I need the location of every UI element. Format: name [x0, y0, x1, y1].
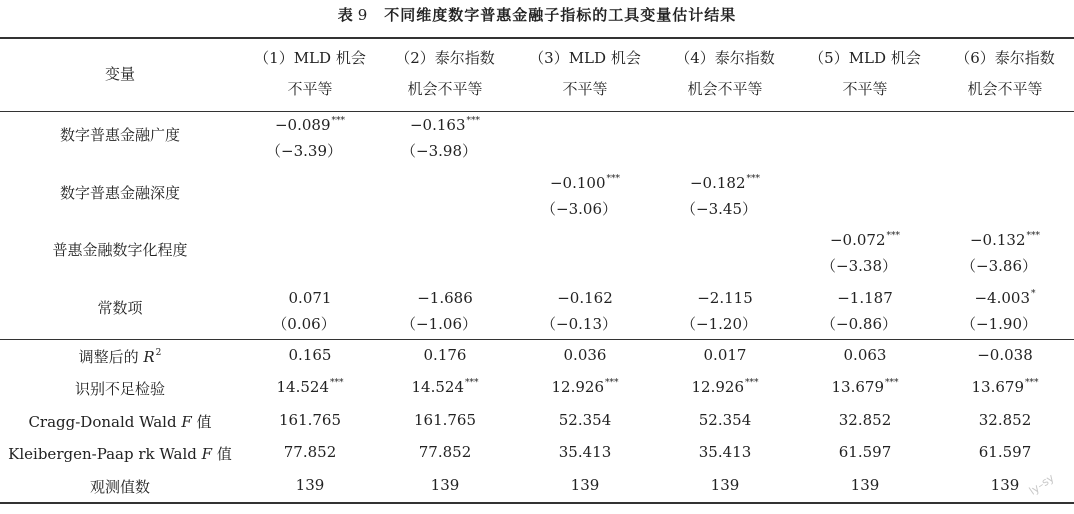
bottom-rule — [0, 502, 1074, 504]
stat-label-suffix: 值 — [191, 413, 212, 431]
stat-cell — [375, 346, 515, 364]
stat-cell — [655, 443, 795, 461]
watermark: ly–sy — [1026, 471, 1057, 498]
stat-value: 13.679 — [971, 378, 1024, 396]
t-stat-cell: （−3.45） — [681, 200, 757, 218]
stat-value: 161.765 — [413, 411, 477, 429]
stat-cell — [655, 411, 795, 429]
stat-label-suffix: 值 — [212, 445, 232, 463]
stat-cell — [240, 378, 380, 396]
header-col-line1: （3）MLD 机会 — [529, 49, 641, 67]
stat-value: 35.413 — [558, 443, 612, 461]
top-rule — [0, 37, 1074, 39]
stat-value: 52.354 — [698, 411, 752, 429]
significance-stars: *** — [465, 378, 479, 388]
stat-cell — [240, 346, 380, 364]
header-col-line2: 机会不平等 — [687, 80, 763, 98]
stat-value: 13.679 — [831, 378, 884, 396]
stat-value: 139 — [990, 476, 1020, 494]
stat-value: 77.852 — [283, 443, 337, 461]
stat-value: 0.176 — [423, 346, 467, 364]
t-stat-cell: （−0.13） — [541, 315, 617, 333]
coef-cell — [375, 289, 515, 307]
stat-cell — [240, 476, 380, 494]
significance-stars: *** — [466, 116, 480, 126]
coef-cell — [240, 116, 380, 134]
coef-value: −1.187 — [837, 289, 893, 307]
stat-value: 12.926 — [691, 378, 744, 396]
stat-value: 0.036 — [563, 346, 607, 364]
stat-cell — [375, 411, 515, 429]
coef-value: −0.182 — [689, 174, 746, 192]
header-col-line1: （5）MLD 机会 — [809, 49, 921, 67]
significance-stars: *** — [605, 378, 619, 388]
table-title-text: 不同维度数字普惠金融子指标的工具变量估计结果 — [384, 6, 737, 24]
stat-value: 77.852 — [418, 443, 472, 461]
coef-cell — [515, 289, 655, 307]
t-stat-cell: （−3.98） — [401, 142, 477, 160]
stat-value: 139 — [295, 476, 325, 494]
header-col-line1: （1）MLD 机会 — [254, 49, 366, 67]
stat-value: 0.017 — [703, 346, 747, 364]
stat-cell — [240, 411, 380, 429]
stat-row-label — [0, 443, 240, 464]
row-label: 数字普惠金融广度 — [59, 126, 180, 144]
stat-value: 139 — [570, 476, 600, 494]
stat-value: 32.852 — [978, 411, 1032, 429]
significance-stars: *** — [1025, 378, 1039, 388]
stat-cell — [795, 476, 935, 494]
stat-value: −0.038 — [977, 346, 1033, 364]
row-label: 常数项 — [97, 299, 143, 317]
t-stat-cell: （−1.90） — [961, 315, 1037, 333]
coef-value: −2.115 — [697, 289, 753, 307]
stat-label-symbol: F — [181, 413, 192, 431]
coef-value: −0.072 — [829, 231, 886, 249]
t-stat-cell: （−3.38） — [821, 257, 897, 275]
t-stat-cell: （0.06） — [272, 315, 336, 333]
stat-cell — [655, 476, 795, 494]
row-label: 普惠金融数字化程度 — [52, 241, 188, 259]
stat-value: 139 — [430, 476, 460, 494]
coef-cell — [935, 289, 1074, 307]
stat-cell — [795, 443, 935, 461]
stat-value: 161.765 — [278, 411, 342, 429]
stat-value: 35.413 — [698, 443, 752, 461]
significance-stars: *** — [330, 378, 344, 388]
coef-cell — [655, 174, 795, 192]
stat-cell — [240, 443, 380, 461]
stat-value: 12.926 — [551, 378, 604, 396]
stat-cell — [375, 443, 515, 461]
significance-stars: *** — [885, 378, 899, 388]
stat-label-symbol: R — [143, 348, 155, 366]
coef-cell — [375, 116, 515, 134]
table-title-prefix: 表 — [337, 6, 354, 24]
t-stat-cell: （−3.39） — [266, 142, 342, 160]
stat-label-superscript: 2 — [155, 348, 162, 358]
stat-cell — [375, 476, 515, 494]
coef-value: −0.100 — [549, 174, 606, 192]
t-stat-cell: （−3.06） — [541, 200, 617, 218]
stat-cell — [795, 378, 935, 396]
stat-cell — [515, 378, 655, 396]
stat-cell — [655, 346, 795, 364]
stat-cell — [935, 378, 1074, 396]
header-col-line2: 机会不平等 — [407, 80, 483, 98]
stat-row-label — [0, 346, 240, 367]
stat-cell — [375, 378, 515, 396]
stat-label-text: 调整后的 — [78, 348, 144, 366]
stat-cell — [515, 443, 655, 461]
significance-stars: *** — [886, 231, 900, 241]
stat-row-label — [0, 411, 240, 432]
coef-cell — [515, 174, 655, 192]
table-number: 9 — [357, 6, 369, 24]
stat-cell — [935, 346, 1074, 364]
significance-stars: *** — [746, 174, 760, 184]
t-stat-cell: （−1.20） — [681, 315, 757, 333]
stat-row-label — [0, 378, 240, 399]
stat-row-label — [0, 476, 240, 497]
header-rule — [0, 111, 1074, 112]
stat-value: 61.597 — [838, 443, 892, 461]
stat-cell — [935, 411, 1074, 429]
stat-label-text: 观测值数 — [89, 478, 150, 496]
t-stat-cell: （−1.06） — [401, 315, 477, 333]
significance-stars: *** — [331, 116, 345, 126]
coef-value: −1.686 — [417, 289, 473, 307]
header-col-line1: （6）泰尔指数 — [955, 49, 1055, 67]
significance-stars: *** — [1026, 231, 1040, 241]
stat-value: 52.354 — [558, 411, 612, 429]
stat-label-text: 识别不足检验 — [74, 380, 165, 398]
header-col-line1: （2）泰尔指数 — [395, 49, 495, 67]
stat-cell — [795, 411, 935, 429]
stat-cell — [515, 411, 655, 429]
header-col-line2: 机会不平等 — [967, 80, 1043, 98]
row-label: 数字普惠金融深度 — [59, 184, 180, 202]
stat-value: 139 — [850, 476, 880, 494]
header-col-line2: 不平等 — [842, 80, 888, 98]
stat-value: 32.852 — [838, 411, 892, 429]
coef-value: −0.089 — [274, 116, 331, 134]
t-stat-cell: （−3.86） — [961, 257, 1037, 275]
coef-value: −0.162 — [557, 289, 613, 307]
coef-cell — [655, 289, 795, 307]
coef-value: −0.163 — [409, 116, 466, 134]
coef-cell — [795, 231, 935, 249]
stat-cell — [935, 443, 1074, 461]
stat-value: 14.524 — [411, 378, 464, 396]
significance-stars: *** — [745, 378, 759, 388]
coef-cell — [795, 289, 935, 307]
header-col-line2: 不平等 — [562, 80, 608, 98]
stats-rule — [0, 339, 1074, 340]
t-stat-cell: （−0.86） — [821, 315, 897, 333]
stat-label-text: Kleibergen-Paap rk Wald — [8, 445, 202, 463]
stat-cell — [655, 378, 795, 396]
stat-value: 0.165 — [288, 346, 332, 364]
stat-cell — [515, 346, 655, 364]
header-col-line1: （4）泰尔指数 — [675, 49, 775, 67]
stat-value: 139 — [710, 476, 740, 494]
header-variable-label: 变量 — [104, 65, 135, 83]
coef-cell — [240, 289, 380, 307]
header-col-line2: 不平等 — [287, 80, 333, 98]
stat-cell — [795, 346, 935, 364]
coef-cell — [935, 231, 1074, 249]
coef-value: −4.003 — [974, 289, 1030, 307]
stat-cell — [515, 476, 655, 494]
table-title — [0, 4, 1074, 25]
stat-value: 61.597 — [978, 443, 1032, 461]
coef-value: 0.071 — [288, 289, 332, 307]
stat-label-symbol: F — [201, 445, 213, 463]
stat-value: 0.063 — [843, 346, 887, 364]
significance-stars: * — [1031, 289, 1036, 299]
stat-label-text: Cragg-Donald Wald — [28, 413, 182, 431]
stat-value: 14.524 — [276, 378, 329, 396]
coef-value: −0.132 — [969, 231, 1026, 249]
significance-stars: *** — [606, 174, 620, 184]
